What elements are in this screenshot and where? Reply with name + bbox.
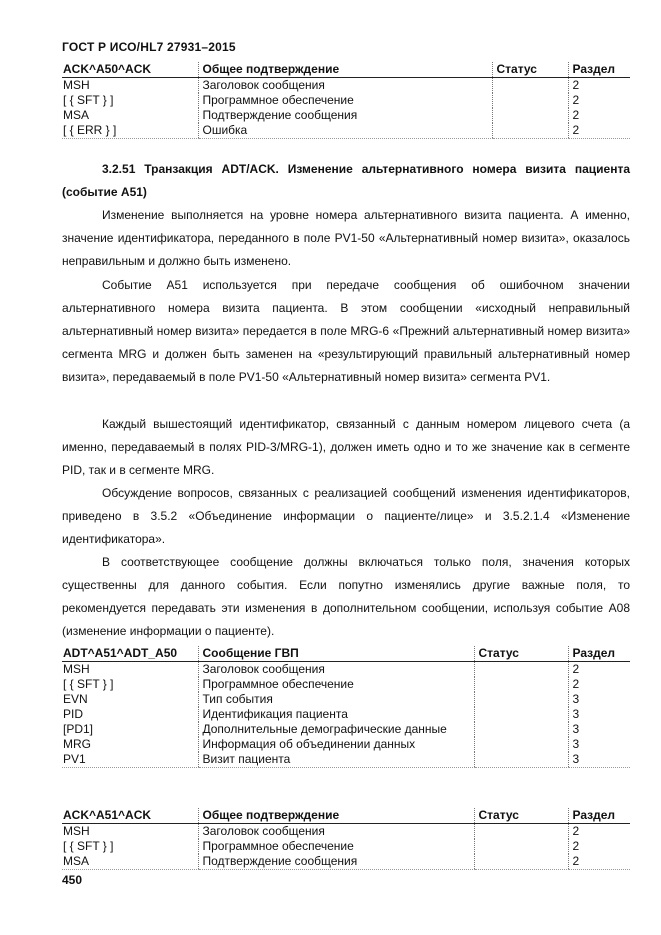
table-row	[62, 662, 630, 678]
status-cell	[492, 123, 568, 139]
segment-cell: MSA	[62, 854, 198, 870]
section-cell: 3	[568, 692, 630, 707]
status-cell	[474, 854, 568, 870]
column-header: ACK^A50^ACK	[62, 62, 198, 78]
table-row	[62, 123, 630, 139]
section-cell: 2	[568, 78, 630, 94]
status-cell	[474, 662, 568, 678]
column-header: ACK^A51^ACK	[62, 808, 198, 824]
status-cell	[474, 752, 568, 768]
segment-cell: EVN	[63, 692, 88, 706]
segment-cell: PV1	[62, 752, 198, 768]
description-cell: Ошибка	[198, 123, 492, 139]
description-cell: Тип события	[198, 692, 474, 707]
table-row	[62, 737, 630, 752]
status-cell	[474, 737, 568, 752]
table-row	[62, 677, 630, 692]
description-cell: Программное обеспечение	[198, 677, 474, 692]
column-header: Сообщение ГВП	[198, 646, 474, 662]
description-cell: Дополнительные демографические данные	[198, 722, 474, 737]
description-cell: Подтверждение сообщения	[198, 854, 474, 870]
status-cell	[474, 722, 568, 737]
column-header: Раздел	[568, 808, 630, 824]
description-cell: Заголовок сообщения	[198, 78, 492, 94]
section-cell: 3	[568, 707, 630, 722]
column-header: Статус	[474, 646, 568, 662]
description-cell: Информация об объединении данных	[198, 737, 474, 752]
ack-a50-table	[62, 62, 630, 139]
table-row	[62, 839, 630, 854]
segment-cell: [ { SFT } ]	[63, 839, 114, 853]
status-cell	[492, 108, 568, 123]
status-cell	[492, 78, 568, 94]
description-cell: Программное обеспечение	[198, 93, 492, 108]
section-heading: 3.2.51 Транзакция ADT/ACK. Изменение альтернативного номера визита пациента (событие A51)	[62, 162, 630, 199]
column-header: Статус	[474, 808, 568, 824]
segment-cell: [ { SFT } ]	[63, 93, 114, 107]
status-cell	[474, 692, 568, 707]
section-cell: 2	[568, 677, 630, 692]
description-cell: Визит пациента	[198, 752, 474, 768]
paragraph: Изменение выполняется на уровне номера альтернативного визита пациента. А именно, значение идентификатора, переданного в поле PV1-50 «Альтернативный номер визита», оказалось неправильным и должно быть изменено.	[62, 208, 630, 268]
section-cell: 2	[568, 662, 630, 678]
section-cell: 2	[568, 123, 630, 139]
table-row	[62, 78, 630, 94]
description-cell: Подтверждение сообщения	[198, 108, 492, 123]
paragraph: В соответствующее сообщение должны включаться только поля, значения которых существенны для данного события. Если попутно изменялись другие важные поля, то рекомендуется передавать эти изменения в дополнительном сообщении, используя событие A08 (изменение информации о пациенте).	[62, 555, 630, 638]
section-cell: 2	[568, 854, 630, 870]
segment-cell: MSH	[63, 824, 90, 838]
status-cell	[474, 824, 568, 840]
segment-cell: MRG	[63, 737, 91, 751]
column-header: ADT^A51^ADT_A50	[62, 646, 198, 662]
ack-a51-table	[62, 808, 630, 870]
table-header-row	[62, 808, 630, 824]
segment-cell: [PD1]	[63, 722, 94, 736]
description-cell: Идентификация пациента	[198, 707, 474, 722]
table-row	[62, 752, 630, 768]
table-row	[62, 108, 630, 123]
segment-cell: PID	[63, 707, 84, 721]
description-cell: Программное обеспечение	[198, 839, 474, 854]
status-cell	[492, 93, 568, 108]
table-header-row	[62, 646, 630, 662]
table-header-row	[62, 62, 630, 78]
paragraph: Событие A51 используется при передаче сообщения об ошибочном значении альтернативного номера визита пациента. В этом сообщении «исходный неправильный альтернативный номер визита» передается в поле MRG-6 «Прежний альтернативный номер визита» сегмента MRG и должен быть заменен на «результирующий правильный альтернативный номер визита», передаваемый в поле PV1-50 «Альтернативный номер визита» сегмента PV1.	[62, 278, 630, 384]
segment-cell: MSH	[63, 662, 90, 676]
table-row	[62, 93, 630, 108]
section-cell: 2	[568, 839, 630, 854]
column-header: Раздел	[568, 62, 630, 78]
adt-a51-table	[62, 646, 630, 768]
section-cell: 3	[568, 722, 630, 737]
table-row	[62, 824, 630, 840]
table-row	[62, 707, 630, 722]
section-cell: 3	[568, 752, 630, 768]
segment-cell: [ { ERR } ]	[62, 123, 198, 139]
description-cell: Заголовок сообщения	[198, 662, 474, 678]
table-row	[62, 692, 630, 707]
table-row	[62, 854, 630, 870]
column-header: Общее подтверждение	[198, 62, 492, 78]
section-cell: 2	[568, 824, 630, 840]
status-cell	[474, 839, 568, 854]
description-cell: Заголовок сообщения	[198, 824, 474, 840]
column-header: Статус	[492, 62, 568, 78]
section-cell: 3	[568, 737, 630, 752]
document-header: ГОСТ Р ИСО/HL7 27931–2015	[62, 40, 236, 54]
status-cell	[474, 677, 568, 692]
section-cell: 2	[568, 108, 630, 123]
paragraph: Обсуждение вопросов, связанных с реализацией сообщений изменения идентификаторов, приведено в 3.5.2 «Объединение информации о пациенте/лице» и 3.5.2.1.4 «Изменение идентификатора».	[62, 486, 630, 546]
paragraph: Каждый вышестоящий идентификатор, связанный с данным номером лицевого счета (а именно, передаваемый в полях PID-3/MRG-1), должен иметь одно и то же значение как в сегменте PID, так и в сегменте MRG.	[62, 417, 630, 477]
segment-cell: MSA	[63, 108, 90, 122]
page-number: 450	[62, 873, 83, 887]
status-cell	[474, 707, 568, 722]
column-header: Раздел	[568, 646, 630, 662]
segment-cell: MSH	[63, 78, 90, 92]
column-header: Общее подтверждение	[198, 808, 474, 824]
table-row	[62, 722, 630, 737]
segment-cell: [ { SFT } ]	[63, 677, 114, 691]
section-cell: 2	[568, 93, 630, 108]
